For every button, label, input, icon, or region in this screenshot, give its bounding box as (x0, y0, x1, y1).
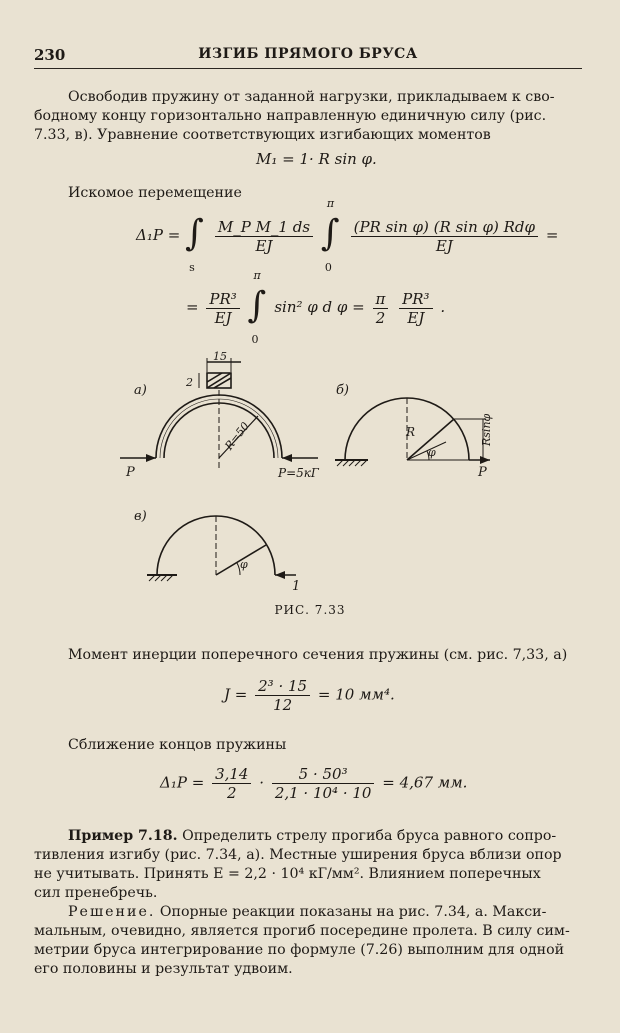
arrowhead (282, 454, 292, 462)
fraction (373, 290, 389, 327)
label-R: R (406, 425, 416, 439)
text-line: Момент инерции поперечного сечения пружины (см. рис. 7,33, а) (68, 647, 568, 663)
text-line: мальным, очевидно, является прогиб посередине пролета. В силу сим- (34, 923, 570, 939)
formula-lhs: Δ₁P = (136, 226, 181, 244)
header-rule (34, 68, 582, 69)
fraction (212, 765, 251, 802)
integral-lower-limit: s (189, 261, 195, 274)
force-label-b: P (478, 465, 487, 480)
force-label-left: P (126, 465, 135, 480)
text-line (34, 827, 582, 846)
text-line: 7.33, в). Уравнение соответствующих изгибающих моментов (34, 127, 491, 143)
formula-approach (160, 765, 467, 802)
dimension-2: 2 (186, 376, 193, 389)
fraction-denominator: EJ (435, 236, 453, 255)
formula-lead: = (186, 298, 199, 316)
label-rsin: Rsinφ (480, 413, 493, 446)
formula-rhs: = 4,67 мм. (382, 773, 468, 792)
fraction-denominator: 12 (273, 696, 293, 714)
label-phi-v: φ (240, 558, 248, 571)
text-line: Освободив пружину от заданной нагрузки, прикладываем к сво- (68, 89, 555, 105)
integral-upper-limit: π (253, 269, 261, 282)
fraction-numerator: (PR sin φ) (R sin φ) Rdφ (351, 218, 538, 237)
fraction-denominator: 2 (375, 308, 386, 327)
fraction-denominator: EJ (214, 308, 232, 327)
text-line: тивления изгибу (рис. 7.34, а). Местные уширения бруса вблизи опор (34, 847, 562, 863)
text-line: метрии бруса интегрирование по формуле (7.26) выполним для одной (34, 942, 565, 958)
figure-label-b: б) (336, 383, 350, 398)
formula-displacement-result (186, 269, 446, 346)
dimension-15: 15 (213, 350, 227, 363)
fraction-numerator: PR³ (399, 290, 432, 309)
figure-label-v: в) (134, 509, 147, 524)
fraction-numerator: 3,14 (212, 765, 251, 784)
formula-tail: = (545, 226, 559, 244)
paragraph-displacement: Искомое перемещение (68, 185, 242, 201)
force-label-right: P=5кГ (278, 466, 319, 480)
label-phi: φ (428, 446, 436, 459)
paragraph-approach: Сближение концов пружины (68, 737, 287, 753)
paragraph-moment-of-inertia (68, 646, 567, 665)
formula-displacement-integral (136, 197, 559, 274)
fraction (399, 290, 432, 327)
integral-lower-limit: 0 (324, 261, 332, 274)
text-line: бодному концу горизонтально направленную единичную силу (рис. (34, 108, 547, 124)
radius-label: R=50 (222, 419, 252, 453)
unit-force-label: 1 (292, 579, 301, 594)
text-line (34, 903, 582, 922)
integral-upper-limit: π (326, 197, 335, 210)
figure-7-33 (0, 350, 620, 605)
page-number: 230 (34, 46, 66, 64)
fraction (272, 765, 375, 802)
example-7-18 (34, 827, 582, 903)
page-header (34, 46, 582, 68)
paragraph-release-spring (34, 88, 582, 145)
text-line: сил пренебречь. (34, 885, 158, 901)
text-span: Опорные реакции показаны на рис. 7.34, а. Макси- (159, 904, 547, 920)
fraction-denominator: EJ (255, 236, 273, 255)
fraction (351, 218, 538, 255)
integral-sign: ∫ s (185, 213, 204, 274)
fraction-denominator: 2,1 · 10⁴ · 10 (274, 784, 372, 802)
formula-moment-m1: M₁ = 1· R sin φ. (256, 150, 377, 168)
fraction-numerator: 2³ · 15 (255, 677, 310, 696)
fraction-numerator: 5 · 50³ (272, 765, 375, 784)
fraction (206, 290, 239, 327)
figure-caption: РИС. 7.33 (274, 603, 346, 617)
formula-inertia (224, 677, 395, 714)
integral-sign: ∫ π 0 (320, 197, 340, 274)
fraction-denominator: 2 (226, 784, 237, 802)
angle-line (407, 442, 446, 460)
formula-tail: . (440, 298, 446, 316)
fraction-numerator: M_P M_1 ds (215, 218, 313, 237)
fraction-numerator: π (373, 290, 389, 309)
integral-lower-limit: 0 (251, 333, 259, 346)
formula-rhs: = 10 мм⁴. (317, 685, 395, 704)
multiply-dot: · (259, 773, 265, 792)
running-title: ИЗГИБ ПРЯМОГО БРУСА (198, 46, 418, 62)
text-line: не учитывать. Принять E = 2,2 · 10⁴ кГ/мм². Влиянием поперечных (34, 866, 541, 882)
solution-title: Решение. (68, 904, 156, 920)
text-line: его половины и результат удвоим. (34, 961, 293, 977)
text-span: Определить стрелу прогиба бруса равного сопро- (182, 828, 557, 844)
arrowhead (480, 456, 490, 464)
solution-paragraph (34, 903, 582, 979)
fraction-denominator: EJ (407, 308, 425, 327)
integral-sign: ∫ π 0 (247, 269, 267, 346)
fraction (255, 677, 310, 714)
formula-lhs: Δ₁P = (160, 773, 205, 792)
formula-lhs: J = (224, 685, 248, 704)
figure-label-a: а) (134, 383, 147, 398)
arrowhead (275, 571, 285, 579)
integrand: sin² φ d φ = (274, 298, 365, 316)
hatch (214, 378, 231, 388)
arrowhead (146, 454, 156, 462)
example-title: Пример 7.18. (68, 828, 178, 844)
fraction-numerator: PR³ (206, 290, 239, 309)
fraction (215, 218, 313, 255)
